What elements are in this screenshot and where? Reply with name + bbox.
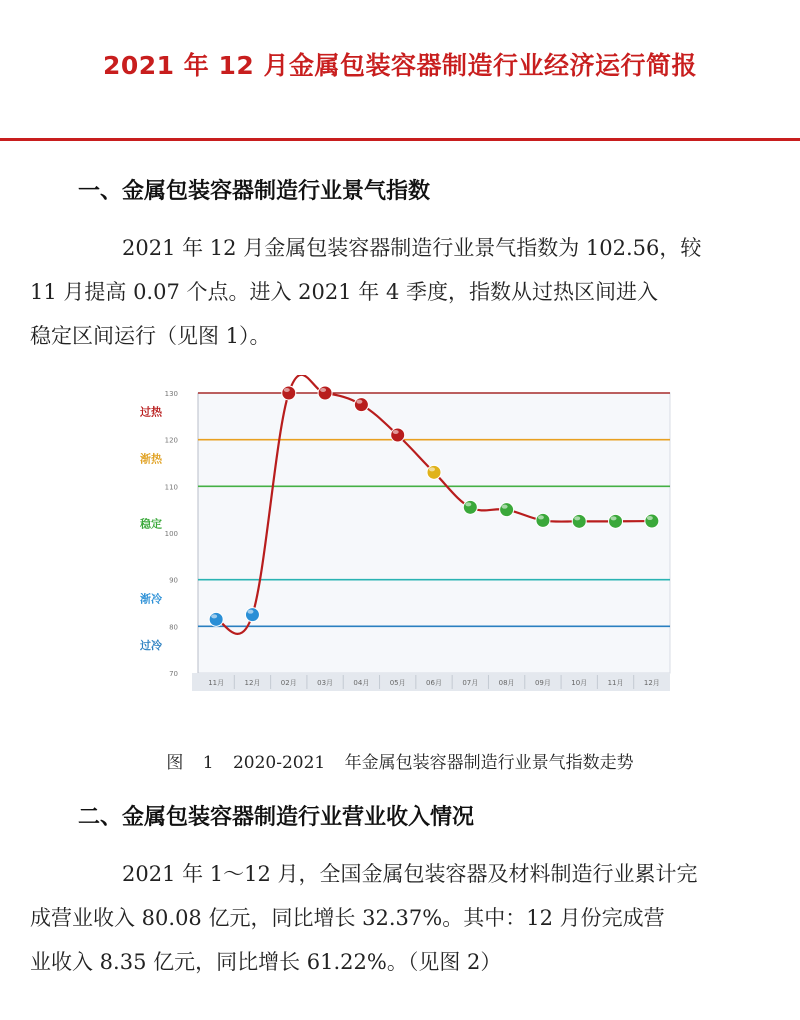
data-point-7	[463, 500, 477, 514]
data-point-6	[427, 465, 441, 479]
data-point-highlight-5	[393, 430, 399, 434]
data-point-highlight-2	[284, 388, 290, 392]
zone-label-2: 稳定	[140, 517, 162, 531]
y-tick-label-5: 120	[164, 436, 178, 445]
x-tick-label-0: 11月	[208, 679, 225, 687]
x-tick-label-6: 06月	[426, 679, 442, 687]
x-tick-label-10: 10月	[571, 679, 588, 687]
figure1-caption: 图 1 2020-2021 年金属包装容器制造行业景气指数走势	[166, 753, 634, 773]
zone-label-3: 渐冷	[140, 592, 162, 606]
data-point-highlight-10	[574, 516, 580, 520]
data-point-11	[609, 514, 623, 528]
section1-line-1: 2021 年 12 月金属包装容器制造行业景气指数为 102.56，较	[122, 236, 702, 260]
x-tick-label-1: 12月	[244, 679, 261, 687]
data-point-1	[245, 608, 259, 622]
data-point-highlight-4	[356, 400, 362, 404]
y-tick-label-1: 80	[169, 623, 178, 632]
section1-heading: 一、金属包装容器制造行业景气指数	[78, 179, 431, 204]
data-point-4	[354, 398, 368, 412]
section2-line-1: 2021 年 1～12 月，全国金属包装容器及材料制造行业累计完	[122, 862, 698, 886]
chart-svg	[126, 375, 686, 705]
section1-line-2: 11 月提高 0.07 个点。进入 2021 年 4 季度，指数从过热区间进入	[30, 280, 659, 304]
data-point-highlight-3	[320, 388, 326, 392]
x-tick-label-8: 08月	[498, 679, 515, 687]
prosperity-index-chart	[126, 375, 686, 705]
data-point-highlight-9	[538, 515, 544, 519]
data-point-highlight-1	[247, 610, 253, 614]
x-tick-label-3: 03月	[317, 679, 334, 687]
x-tick-label-2: 02月	[280, 679, 297, 687]
y-tick-label-4: 110	[164, 483, 178, 492]
y-tick-label-2: 90	[169, 576, 178, 585]
data-point-3	[318, 386, 332, 400]
y-tick-label-3: 100	[164, 530, 178, 538]
section2-line-3: 业收入 8.35 亿元，同比增长 61.22%。（见图 2）	[30, 950, 502, 974]
plot-area	[198, 393, 670, 673]
data-point-highlight-7	[465, 502, 471, 506]
data-point-9	[536, 513, 550, 527]
section2-line-2: 成营业收入 80.08 亿元，同比增长 32.37%。其中：12 月份完成营	[30, 906, 665, 930]
section2-paragraph	[30, 852, 780, 984]
document-title: 2021 年 12 月金属包装容器制造行业经济运行简报	[103, 51, 697, 80]
data-point-5	[391, 428, 405, 442]
section1-paragraph	[30, 226, 780, 358]
data-point-10	[572, 514, 586, 528]
x-tick-label-7: 07月	[462, 679, 479, 687]
data-point-highlight-0	[211, 614, 217, 618]
data-point-highlight-12	[647, 516, 653, 520]
y-tick-label-0: 70	[169, 670, 178, 678]
x-tick-label-11: 11月	[607, 679, 624, 687]
data-point-8	[500, 503, 514, 517]
x-tick-label-12: 12月	[643, 679, 660, 687]
x-tick-label-4: 04月	[353, 679, 370, 687]
data-point-highlight-11	[611, 516, 617, 520]
data-point-highlight-6	[429, 467, 435, 471]
data-point-2	[282, 386, 296, 400]
title-divider	[0, 138, 800, 141]
data-point-highlight-8	[502, 505, 508, 509]
zone-label-1: 渐热	[140, 452, 162, 466]
x-tick-label-9: 09月	[534, 679, 551, 687]
data-point-0	[209, 612, 223, 626]
data-point-12	[645, 514, 659, 528]
zone-label-4: 过冷	[140, 639, 162, 652]
y-tick-label-6: 130	[164, 390, 178, 398]
zone-label-0: 过热	[140, 405, 162, 419]
section1-line-3: 稳定区间运行（见图 1）。	[30, 324, 271, 348]
section2-heading: 二、金属包装容器制造行业营业收入情况	[78, 805, 475, 830]
x-tick-label-5: 05月	[389, 679, 406, 687]
